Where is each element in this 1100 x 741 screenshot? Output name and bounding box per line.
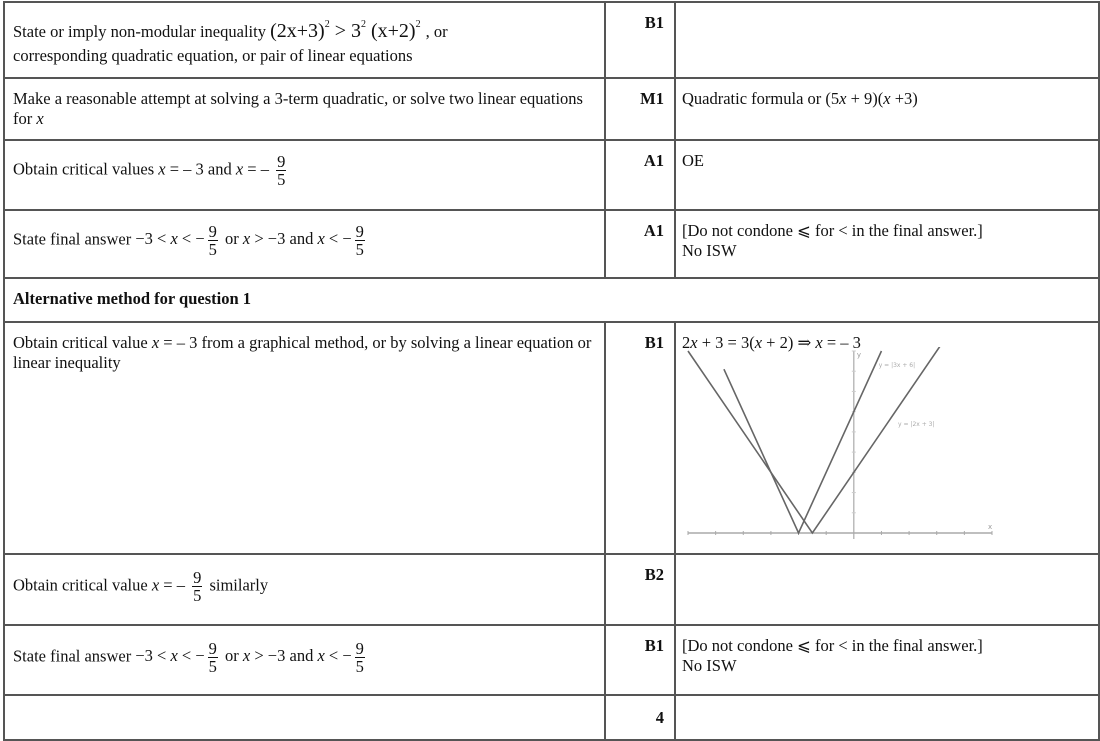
fraction-numerator: 9 (193, 568, 202, 587)
math-variable: x (235, 159, 244, 179)
description-text: Make a reasonable attempt at solving a 3-term quadratic, or solve two linear equations for (13, 89, 583, 128)
table-row (4, 625, 1099, 695)
fraction-denominator: 5 (355, 657, 364, 676)
final-answer-expression (135, 222, 368, 259)
inequality-rhs: (x+2) (370, 20, 416, 42)
fraction-denominator: 5 (277, 170, 286, 189)
description-cell (4, 322, 605, 554)
fraction-denominator: 5 (208, 657, 217, 676)
comment-text (676, 3, 1098, 13)
inequality-expression (270, 20, 426, 42)
exponent: 2 (415, 19, 421, 30)
exponent: 2 (324, 19, 330, 30)
description-cell (4, 625, 605, 695)
fraction (208, 640, 218, 675)
mark-code: B1 (644, 333, 664, 352)
table-row (4, 78, 1099, 140)
mark-cell (605, 695, 675, 740)
fraction-denominator: 5 (193, 586, 202, 605)
description-cell (4, 140, 605, 210)
fraction (192, 569, 202, 604)
exponent: 2 (360, 19, 366, 30)
modulus-graph (680, 347, 1000, 543)
math-text: and (289, 646, 314, 666)
mark-cell (605, 78, 675, 140)
math-text: + 2) ⇒ (762, 333, 816, 352)
fraction-numerator: 9 (277, 152, 286, 171)
description-cell (4, 210, 605, 278)
math-text: and (289, 229, 314, 249)
description-text: State final answer (13, 229, 132, 249)
series-label-2: y = |2x + 3| (898, 420, 935, 428)
inequality-rhs-base: 3 (350, 20, 361, 42)
comment-cell (675, 554, 1099, 625)
total-marks: 4 (655, 708, 664, 727)
comment-cell (675, 322, 1099, 554)
mark-code: B1 (644, 13, 664, 32)
math-variable: x (839, 89, 847, 108)
description-text (5, 696, 604, 706)
math-variable: x (36, 109, 44, 128)
comment-cell (675, 78, 1099, 140)
math-variable: x (170, 229, 178, 249)
fraction (276, 153, 286, 188)
description-cell (4, 554, 605, 625)
math-text: < − (177, 229, 205, 249)
description-text: Obtain critical values (13, 159, 155, 179)
section-heading-cell (4, 278, 1099, 322)
math-text: > −3 (250, 646, 286, 666)
math-text: −3 < (135, 646, 171, 666)
mark-code: A1 (643, 221, 664, 240)
section-heading-row (4, 278, 1099, 322)
table-row (4, 140, 1099, 210)
math-text: < − (177, 646, 205, 666)
comment-line-2: No ISW (682, 241, 737, 260)
mark-cell (605, 2, 675, 78)
math-text: > −3 (250, 229, 286, 249)
math-text: or (225, 229, 239, 249)
mark-cell (605, 210, 675, 278)
fraction-numerator: 9 (208, 222, 217, 241)
series-line-1 (724, 351, 882, 533)
description-cell (4, 78, 605, 140)
description-suffix: , or (425, 22, 448, 41)
comment-cell (675, 210, 1099, 278)
inequality-operator: > (334, 20, 346, 42)
comment-part: +3) (890, 89, 918, 108)
mark-code: B1 (644, 636, 664, 655)
comment-cell (675, 695, 1099, 740)
math-text: = – (243, 159, 269, 179)
table-row (4, 2, 1099, 78)
table-row (4, 554, 1099, 625)
math-variable: x (690, 333, 698, 352)
fraction-numerator: 9 (355, 222, 364, 241)
fraction (355, 223, 365, 258)
description-text: State or imply non-modular inequality (13, 22, 266, 41)
mark-code: A1 (643, 151, 664, 170)
comment-part: Quadratic formula or (5 (682, 89, 840, 108)
comment-cell (675, 625, 1099, 695)
comment-cell (675, 140, 1099, 210)
fraction-denominator: 5 (208, 240, 217, 259)
total-row (4, 695, 1099, 740)
math-variable: x (883, 89, 891, 108)
math-variable: x (815, 333, 823, 352)
fraction-denominator: 5 (355, 240, 364, 259)
mark-cell (605, 322, 675, 554)
description-cell (4, 695, 605, 740)
description-cell (4, 2, 605, 78)
mark-code: M1 (640, 89, 664, 108)
math-text: = – (159, 575, 185, 595)
math-text: or (225, 646, 239, 666)
comment-line-1: [Do not condone ⩽ for < in the final answer.] (682, 221, 983, 240)
mark-code: B2 (644, 565, 664, 584)
math-text: + 3 = 3( (697, 333, 755, 352)
math-text: < − (324, 229, 352, 249)
fraction-numerator: 9 (355, 639, 364, 658)
math-text: −3 < (135, 229, 171, 249)
math-text: = – 3 (822, 333, 861, 352)
math-text: < − (324, 646, 352, 666)
final-answer-expression (135, 639, 368, 676)
fraction (208, 223, 218, 258)
description-text: Obtain critical value (13, 575, 152, 595)
comment-text (676, 555, 1098, 565)
math-variable: x (242, 229, 251, 249)
math-variable: x (151, 333, 160, 352)
math-variable: x (242, 646, 251, 666)
table-row (4, 322, 1099, 554)
comment-text (676, 696, 1098, 706)
mark-scheme-table (3, 1, 1100, 741)
mark-cell (605, 140, 675, 210)
series-label-1: y = |3x + 6| (878, 362, 916, 370)
y-axis-label: y (856, 351, 861, 359)
comment-part: + 9)( (846, 89, 884, 108)
description-text: State final answer (13, 646, 132, 666)
inequality-lhs: (2x+3) (270, 20, 325, 42)
comment-line-1: [Do not condone ⩽ for < in the final answer.] (682, 636, 983, 655)
math-variable: x (754, 333, 763, 352)
fraction (355, 640, 365, 675)
description-text: similarly (209, 575, 269, 595)
math-variable: x (317, 229, 325, 249)
math-variable: x (317, 646, 325, 666)
description-text: Obtain critical value (13, 333, 152, 352)
comment-cell (675, 2, 1099, 78)
math-text: 2 (682, 333, 691, 352)
comment-text (676, 79, 1098, 109)
description-line-2: corresponding quadratic equation, or pair of linear equations (13, 46, 413, 65)
math-variable: x (151, 575, 160, 595)
comment-text: OE (682, 151, 704, 170)
fraction-numerator: 9 (208, 639, 217, 658)
table-row (4, 210, 1099, 278)
section-heading: Alternative method for question 1 (13, 289, 252, 308)
mark-cell (605, 625, 675, 695)
x-axis-label: x (988, 523, 993, 531)
math-variable: x (158, 159, 166, 179)
math-text: = – 3 and (165, 159, 236, 179)
math-variable: x (170, 646, 178, 666)
mark-cell (605, 554, 675, 625)
description-text: = – 3 from a graphical method, or by solving a linear equation or linear inequality (13, 333, 592, 372)
comment-line-2: No ISW (682, 656, 737, 675)
